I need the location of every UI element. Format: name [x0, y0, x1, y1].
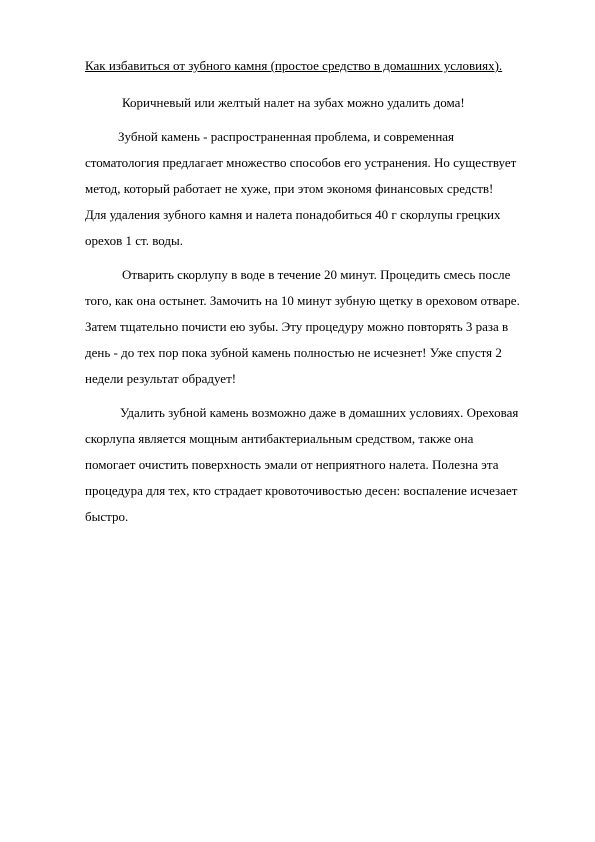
paragraph-2-line-3: Затем тщательно почисти ею зубы. Эту процедуру можно повторять 3 раза в — [85, 319, 509, 334]
paragraph-1-line-1: Зубной камень - распространенная проблема, и современная — [118, 129, 455, 144]
paragraph-1-line-2: стоматология предлагает множество способов его устранения. Но существует — [85, 155, 517, 170]
paragraph-1-line-5: орехов 1 ст. воды. — [85, 233, 183, 248]
paragraph-3-line-5: быстро. — [85, 509, 129, 524]
paragraph-1-line-4: Для удаления зубного камня и налета понадобиться 40 г скорлупы грецких — [85, 207, 501, 222]
paragraph-2-line-4: день - до тех пор пока зубной камень полностью не исчезнет! Уже спустя 2 — [85, 345, 502, 360]
paragraph-3-line-4: процедура для тех, кто страдает кровоточивостью десен: воспаление исчезает — [85, 483, 518, 498]
paragraph-2-line-1: Отварить скорлупу в воде в течение 20 минут. Процедить смесь после — [122, 267, 511, 282]
lead-line: Коричневый или желтый налет на зубах можно удалить дома! — [122, 95, 465, 110]
paragraph-3-line-2: скорлупа является мощным антибактериальным средством, также она — [85, 431, 474, 446]
paragraph-1-line-3: метод, который работает не хуже, при этом экономя финансовых средств! — [85, 181, 494, 196]
paragraph-3-line-1: Удалить зубной камень возможно даже в домашних условиях. Ореховая — [120, 405, 519, 420]
paragraph-2-line-5: недели результат обрадует! — [85, 371, 237, 386]
paragraph-2-line-2: того, как она остынет. Замочить на 10 минут зубную щетку в ореховом отваре. — [85, 293, 520, 308]
document-title: Как избавиться от зубного камня (простое средство в домашних условиях). — [85, 58, 503, 73]
paragraph-3-line-3: помогает очистить поверхность эмали от неприятного налета. Полезна эта — [85, 457, 499, 472]
